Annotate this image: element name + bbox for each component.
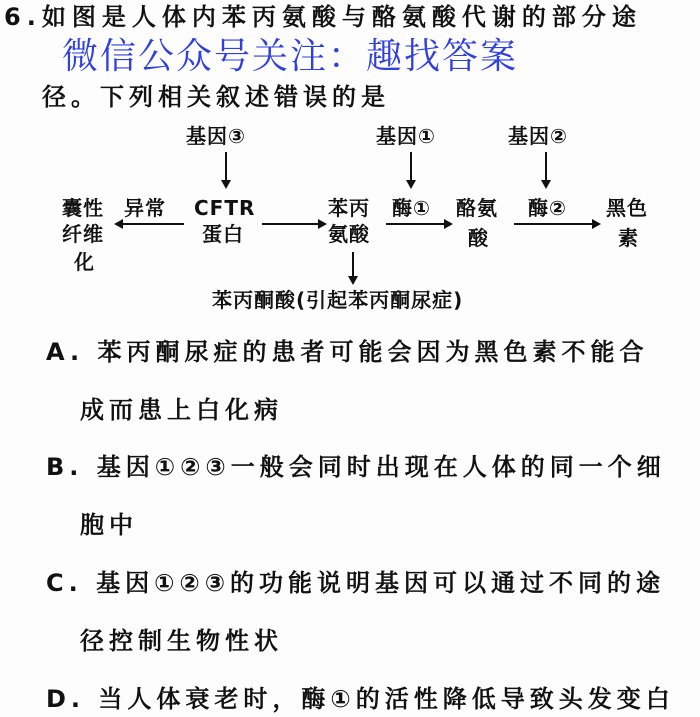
arrowhead-protein-to-phe <box>318 219 327 229</box>
melanin-line1: 黑色 <box>606 196 648 220</box>
option-c-line2: 径控制生物性状 <box>80 627 283 655</box>
question-stem-text: 如图是人体内苯丙氨酸与酪氨酸代谢的部分途 <box>41 3 642 31</box>
question-stem-line2: 径。下列相关叙述错误的是 <box>42 83 390 111</box>
arrow-tyr-to-melanin <box>514 223 594 225</box>
gene3-label: 基因③ <box>186 124 246 148</box>
arrowhead-gene3 <box>221 180 231 189</box>
question-stem-line1 <box>4 2 642 32</box>
protein-line1: CFTR <box>194 196 256 220</box>
melanin-line2: 素 <box>618 226 639 250</box>
disease-line2: 纤维 <box>62 222 104 246</box>
tyr-line2: 酸 <box>468 226 489 250</box>
arrowhead-phe-to-tyr <box>444 219 453 229</box>
arrow-to-disease <box>122 223 184 225</box>
enzyme2-label: 酶② <box>528 196 567 220</box>
arrowhead-tyr-to-melanin <box>592 219 601 229</box>
arrow-gene2 <box>545 152 547 182</box>
abnormal-label: 异常 <box>124 196 166 220</box>
arrowhead-gene2 <box>541 180 551 189</box>
option-c-line1: C. 基因①②③的功能说明基因可以通过不同的途 <box>46 569 666 597</box>
gene1-label: 基因① <box>376 124 436 148</box>
phe-line1: 苯丙 <box>328 196 370 220</box>
question-number: 6. <box>4 3 42 31</box>
arrowhead-phe-to-ppa <box>348 276 358 285</box>
arrow-protein-to-phe <box>262 223 320 225</box>
arrowhead-gene1 <box>406 180 416 189</box>
enzyme1-label: 酶① <box>392 196 431 220</box>
arrow-gene1 <box>410 152 412 182</box>
disease-line3: 化 <box>74 250 95 274</box>
protein-line2: 蛋白 <box>202 222 244 246</box>
gene2-label: 基因② <box>508 124 568 148</box>
option-a-line2: 成而患上白化病 <box>80 396 283 424</box>
arrow-phe-to-ppa <box>352 252 354 278</box>
arrow-phe-to-tyr <box>386 223 446 225</box>
phe-line2: 氨酸 <box>328 222 370 246</box>
tyr-line1: 酪氨 <box>456 196 498 220</box>
option-b-line2: 胞中 <box>80 511 138 539</box>
disease-line1: 囊性 <box>62 196 104 220</box>
option-a-line1: A. 苯丙酮尿症的患者可能会因为黑色素不能合 <box>46 338 649 366</box>
option-d-line1: D. 当人体衰老时，酶①的活性降低导致头发变白 <box>46 685 675 713</box>
arrowhead-to-disease <box>114 219 123 229</box>
ppa-label: 苯丙酮酸(引起苯丙酮尿症) <box>212 288 464 312</box>
watermark: 微信公众号关注：趣找答案 <box>62 36 519 77</box>
option-b-line1: B. 基因①②③一般会同时出现在人体的同一个细 <box>46 453 666 481</box>
arrow-gene3 <box>225 152 227 182</box>
